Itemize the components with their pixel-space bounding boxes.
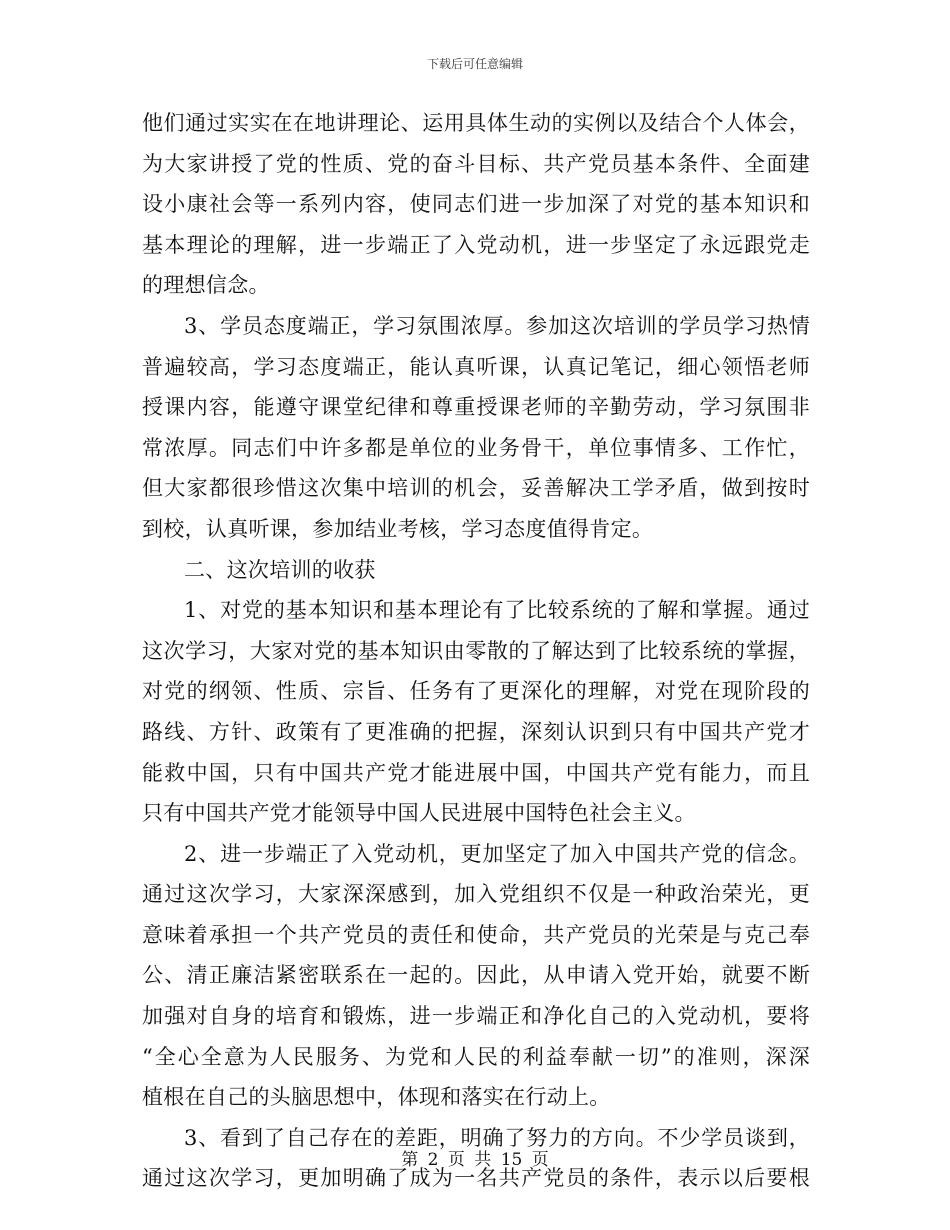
text-line: 设小康社会等一系列内容，使同志们进一步加深了对党的基本知识和 (142, 192, 810, 217)
text-line: 基本理论的理解，进一步端正了入党动机，进一步坚定了永远跟党走 (142, 232, 810, 257)
text-line: 但大家都很珍惜这次集中培训的机会，妥善解决工学矛盾，做到按时 (142, 476, 810, 501)
page-footer-page-number: 第 2 页 共 15 页 (401, 1150, 549, 1170)
text-line: 授课内容，能遵守课堂纪律和尊重授课老师的辛勤劳动，学习氛围非 (142, 395, 810, 420)
text-line: 普遍较高，学习态度端正，能认真听课，认真记笔记，细心领悟老师 (142, 354, 810, 379)
text-line: 的理想信念。 (142, 273, 270, 298)
text-line: 二、这次培训的收获 (184, 557, 376, 582)
text-line: 通过这次学习，更加明确了成为一名共产党员的条件，表示以后要根 (142, 1166, 810, 1191)
text-line: 为大家讲授了党的性质、党的奋斗目标、共产党员基本条件、全面建 (142, 151, 810, 176)
text-line: 他们通过实实在在地讲理论、运用具体生动的实例以及结合个人体会， (142, 111, 810, 135)
text-line: 只有中国共产党才能领导中国人民进展中国特色社会主义。 (142, 801, 696, 826)
text-line: 能救中国，只有中国共产党才能进展中国，中国共产党有能力，而且 (142, 760, 810, 785)
text-line: 这次学习，大家对党的基本知识由零散的了解达到了比较系统的掌握， (142, 638, 810, 663)
text-line: 到校，认真听课，参加结业考核，学习态度值得肯定。 (142, 516, 654, 541)
text-line: 路线、方针、政策有了更准确的把握，深刻认识到只有中国共产党才 (142, 719, 810, 744)
document-body (142, 103, 810, 1199)
text-line: 对党的纲领、性质、宗旨、任务有了更深化的理解，对党在现阶段的 (142, 679, 810, 704)
text-line: 3、看到了自己存在的差距，明确了努力的方向。不少学员谈到， (184, 1125, 810, 1150)
text-line: 1、对党的基本知识和基本理论有了比较系统的了解和掌握。通过 (184, 598, 810, 623)
text-line: 植根在自己的头脑思想中，体现和落实在行动上。 (142, 1085, 611, 1110)
text-line: 2、进一步端正了入党动机，更加坚定了加入中国共产党的信念。 (184, 841, 810, 866)
text-line: “全心全意为人民服务、为党和人民的利益奉献一切”的准则，深深 (142, 1044, 810, 1069)
text-line: 意味着承担一个共产党员的责任和使命，共产党员的光荣是与克己奉 (142, 922, 810, 947)
text-line: 3、学员态度端正，学习氛围浓厚。参加这次培训的学员学习热情 (184, 313, 810, 338)
text-line: 常浓厚。同志们中许多都是单位的业务骨干，单位事情多、工作忙， (142, 435, 810, 460)
text-line: 通过这次学习，大家深深感到，加入党组织不仅是一种政治荣光，更 (142, 882, 810, 907)
text-line: 加强对自身的培育和锻炼，进一步端正和净化自己的入党动机，要将 (142, 1004, 810, 1029)
text-line: 公、清正廉洁紧密联系在一起的。因此，从申请入党开始，就要不断 (142, 963, 810, 988)
page-header: 下载后可任意编辑 (426, 57, 523, 71)
